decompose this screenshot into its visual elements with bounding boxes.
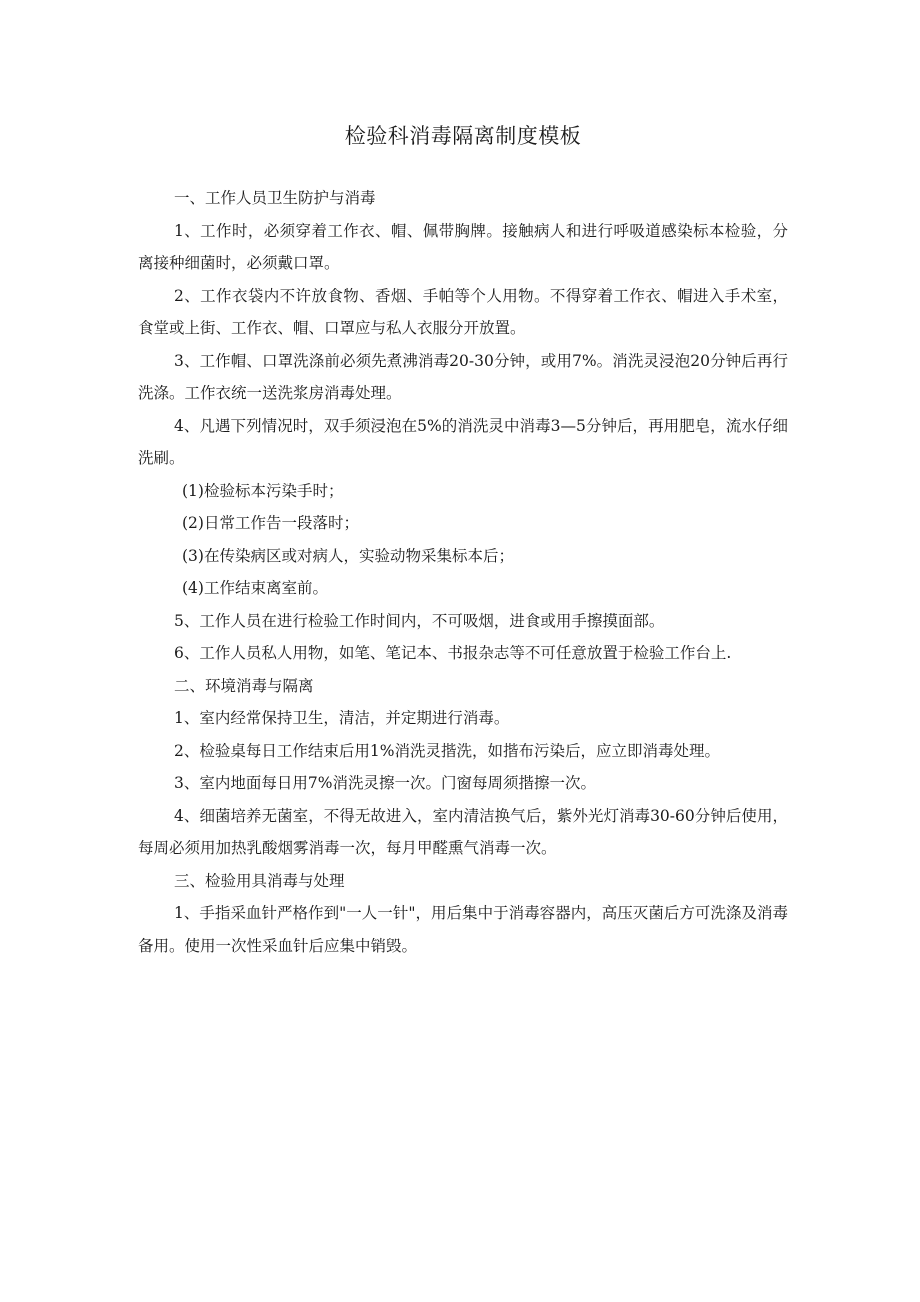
paragraph: 4、凡遇下列情况时，双手须浸泡在5%的消洗灵中消毒3—5分钟后，再用肥皂，流水仔细洗刷。 [138, 416, 788, 467]
paragraph: 3、室内地面每日用7%消洗灵擦一次。门窗每周须揩擦一次。 [174, 774, 596, 792]
paragraph: 2、检验桌每日工作结束后用1%消洗灵揩洗，如揩布污染后，应立即消毒处理。 [174, 741, 720, 760]
paragraph: 4、细菌培养无菌室，不得无故进入，室内清洁换气后，紫外光灯消毒30-60分钟后使用，每周必须用加热乳酸烟雾消毒一次，每月甲醛熏气消毒一次。 [138, 806, 788, 857]
list-item: (1)检验标本污染手时； [182, 481, 344, 500]
section-heading-3: 三、检验用具消毒与处理 [174, 871, 345, 890]
section-heading-1: 一、工作人员卫生防护与消毒 [174, 189, 376, 207]
section-heading-2: 二、环境消毒与隔离 [174, 676, 314, 695]
list-item: (2)日常工作告一段落时； [182, 514, 359, 532]
paragraph: 1、工作时，必须穿着工作衣、帽、佩带胸牌。接触病人和进行呼吸道感染标本检验，分离接种细菌时，必须戴口罩。 [138, 221, 788, 272]
list-item: (3)在传染病区或对病人，实验动物采集标本后； [182, 546, 514, 565]
paragraph: 1、室内经常保持卫生，清洁，并定期进行消毒。 [174, 709, 510, 727]
paragraph: 3、工作帽、口罩洗涤前必须先煮沸消毒20-30分钟，或用7%。消洗灵浸泡20分钟后再行洗涤。工作衣统一送洗浆房消毒处理。 [138, 351, 788, 402]
paragraph: 6、工作人员私人用物，如笔、笔记本、书报杂志等不可任意放置于检验工作台上. [174, 644, 732, 662]
document-page [138, 118, 788, 962]
paragraph: 1、手指采血针严格作到"一人一针"，用后集中于消毒容器内，高压灭菌后方可洗涤及消毒备用。使用一次性采血针后应集中销毁。 [138, 904, 788, 955]
paragraph: 2、工作衣袋内不许放食物、香烟、手帕等个人用物。不得穿着工作衣、帽进入手术室，食堂或上街、工作衣、帽、口罩应与私人衣服分开放置。 [138, 286, 788, 337]
document-title: 检验科消毒隔离制度模板 [344, 124, 582, 148]
paragraph: 5、工作人员在进行检验工作时间内，不可吸烟，进食或用手擦摸面部。 [174, 611, 665, 630]
list-item: (4)工作结束离室前。 [182, 579, 328, 597]
